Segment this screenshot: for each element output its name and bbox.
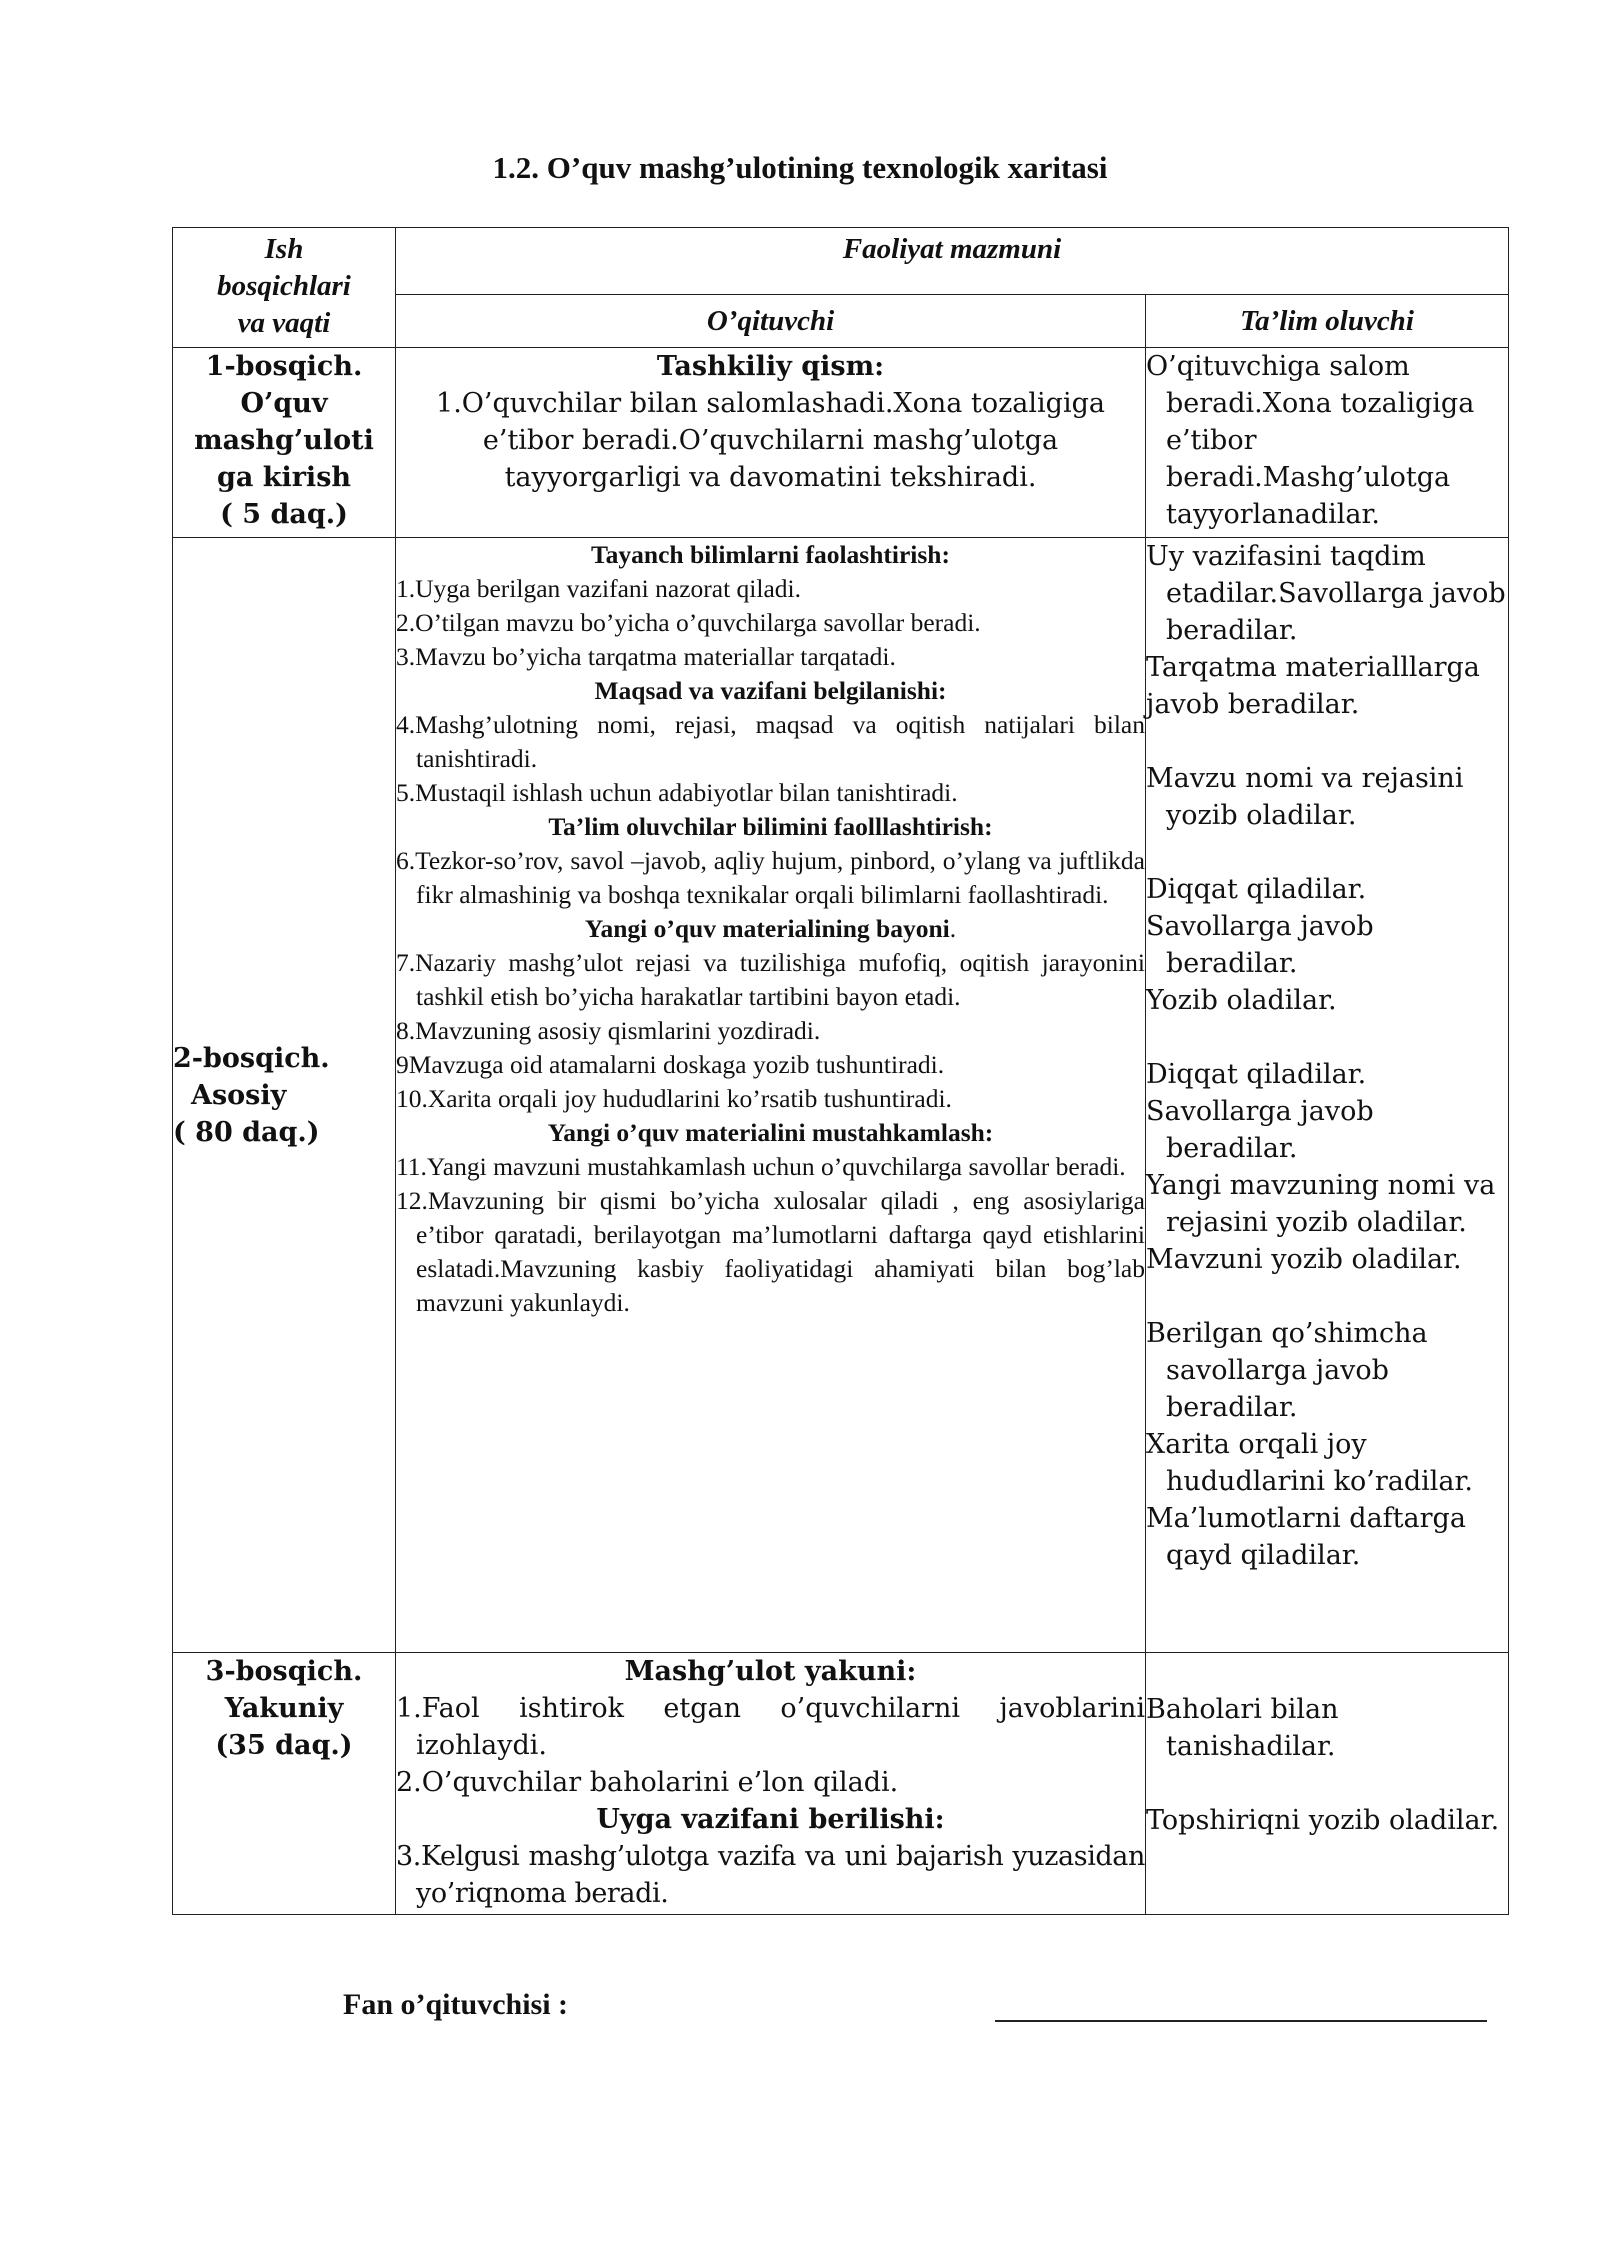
stage-row-1	[173, 348, 1509, 538]
stages-header	[173, 228, 396, 348]
student-activity: Yangi mavzuning nomi va rejasini yozib oladilar.	[1146, 1170, 1496, 1238]
teacher-header	[396, 295, 1146, 348]
student-cell	[1146, 538, 1509, 1653]
stage-line: 3-bosqich.	[205, 1656, 363, 1687]
technology-map-table	[172, 227, 1509, 1915]
stage-line: ( 5 daq.)	[220, 499, 348, 530]
teacher-cell	[396, 348, 1146, 538]
section-heading-line: Yangi o’quv materialining bayoni.	[584, 914, 957, 943]
stage-cell	[173, 538, 396, 1653]
teacher-item: 7.Nazariy mashg’ulot rejasi va tuzilishiga mufofiq, oqitish jarayonini tashkil etish bo’yicha harakatlar tartibini bayon etadi.	[396, 948, 1145, 1011]
student-activity: Mavzuni yozib oladilar.	[1146, 1244, 1462, 1275]
teacher-item: 9Mavzuga oid atamalarni doskaga yozib tushuntiradi.	[396, 1050, 945, 1079]
student-cell	[1146, 1653, 1509, 1915]
teacher-text-line: 1.O’quvchilar bilan salomlashadi.Xona tozaligiga	[436, 388, 1105, 419]
student-cell	[1146, 348, 1509, 538]
teacher-item: 12.Mavzuning bir qismi bo’yicha xulosalar qiladi , eng asosiylariga e’tibor qaratadi, berilayotgan ma’lumotlarni daftarga qayd etishlarini eslatadi.Mavzuning kasbiy faoliyatidagi ahamiyati bilan bog’lab mavzuni yakunlaydi.	[396, 1186, 1145, 1317]
spacer	[1146, 1019, 1508, 1056]
student-activity: Mavzu nomi va rejasini yozib oladilar.	[1146, 763, 1464, 831]
student-activity: Baholari bilan tanishadilar.	[1146, 1694, 1339, 1762]
stage-line: mashg’uloti	[194, 425, 374, 456]
spacer	[1146, 834, 1508, 871]
student-activity: Diqqat qiladilar.	[1146, 874, 1367, 905]
stage-row-3	[173, 1653, 1509, 1915]
student-activity: Savollarga javob beradilar.	[1146, 1096, 1374, 1164]
activity-header-label: Faoliyat mazmuni	[842, 233, 1062, 265]
section-heading: Uyga vazifani berilishi:	[596, 1804, 945, 1835]
teacher-item: 11.Yangi mavzuni mustahkamlash uchun o’quvchilarga savollar beradi.	[396, 1152, 1126, 1181]
stage-cell	[173, 348, 396, 538]
stage-line: 1-bosqich.	[205, 351, 363, 382]
section-heading: Maqsad va vazifani belgilanishi:	[594, 676, 947, 705]
teacher-item: 3.Mavzu bo’yicha tarqatma materiallar tarqatadi.	[396, 642, 896, 671]
student-activity: O’qituvchiga salom beradi.Xona tozaligiga e’tibor beradi.Mashg’ulotga tayyorlanadilar.	[1146, 351, 1475, 530]
stage-row-2	[173, 538, 1509, 1653]
stage-line: O’quv	[240, 388, 328, 419]
section-heading: Ta’lim oluvchilar bilimini faolllashtirish:	[548, 812, 993, 841]
stages-header-line: bosqichlari	[217, 270, 351, 302]
student-activity: Berilgan qo’shimcha savollarga javob beradilar.	[1146, 1318, 1428, 1423]
document-title: 1.2. O’quv mashg’ulotining texnologik xaritasi	[492, 150, 1108, 185]
section-heading: Mashg’ulot yakuni:	[624, 1656, 917, 1687]
teacher-item: 4.Mashg’ulotning nomi, rejasi, maqsad va oqitish natijalari bilan tanishtiradi.	[396, 710, 1145, 773]
teacher-item: 2.O’quvchilar baholarini e’lon qiladi.	[396, 1767, 899, 1798]
spacer	[1146, 1765, 1508, 1802]
student-activity: Ma’lumotlarni daftarga qayd qiladilar.	[1146, 1503, 1466, 1571]
student-activity: Uy vazifasini taqdim etadilar.Savollarga javob beradilar.	[1146, 541, 1506, 646]
teacher-item: 10.Xarita orqali joy hududlarini ko’rsatib tushuntiradi.	[396, 1084, 952, 1113]
spacer	[1146, 1278, 1508, 1315]
spacer	[1146, 723, 1508, 760]
stage-line: ga kirish	[216, 462, 352, 493]
teacher-text-line: e’tibor beradi.O’quvchilarni mashg’ulotga	[482, 425, 1059, 456]
student-header-label: Ta’lim oluvchi	[1240, 304, 1414, 337]
header-row-1	[173, 228, 1509, 295]
section-heading: Yangi o’quv materialini mustahkamlash:	[547, 1118, 994, 1147]
section-heading: Yangi o’quv materialining bayoni	[584, 914, 950, 943]
stage-line: Yakuniy	[224, 1693, 344, 1724]
teacher-item: 6.Tezkor-so’rov, savol –javob, aqliy hujum, pinbord, o’ylang va juftlikda fikr almashinig va boshqa texnikalar orqali bilimlarni faollashtiradi.	[396, 846, 1145, 909]
teacher-text-line: tayyorgarligi va davomatini tekshiradi.	[504, 462, 1037, 493]
stages-header-line: va vaqti	[237, 307, 331, 339]
stage-cell	[173, 1653, 396, 1915]
stage-line: 2-bosqich.	[173, 1042, 330, 1074]
stage-line: Asosiy	[191, 1079, 287, 1111]
student-activity: Xarita orqali joy hududlarini ko’radilar.	[1146, 1429, 1473, 1497]
teacher-item: 5.Mustaqil ishlash uchun adabiyotlar bilan tanishtiradi.	[396, 778, 958, 807]
signature-line	[995, 2020, 1487, 2022]
stage-line: (35 daq.)	[215, 1730, 353, 1761]
teacher-item: 1.Uyga berilgan vazifani nazorat qiladi.	[396, 574, 801, 603]
student-activity: Yozib oladilar.	[1146, 985, 1337, 1016]
student-activity: Tarqatma materialllarga javob beradilar.	[1146, 652, 1480, 720]
teacher-item: 3.Kelgusi mashg’ulotga vazifa va uni bajarish yuzasidan yo’riqnoma beradi.	[396, 1841, 1145, 1909]
teacher-header-label: O’qituvchi	[706, 304, 835, 337]
student-header	[1146, 295, 1509, 348]
teacher-item: 1.Faol ishtirok etgan o’quvchilarni javoblarini izohlaydi.	[396, 1693, 1145, 1761]
student-activity: Savollarga javob beradilar.	[1146, 911, 1374, 979]
signature-label: Fan o’qituvchisi :	[343, 1988, 569, 2021]
stage-line: ( 80 daq.)	[173, 1116, 320, 1148]
stages-header-line: Ish	[264, 233, 304, 265]
section-heading: Tashkiliy qism:	[656, 351, 885, 382]
student-activity: Topshiriqni yozib oladilar.	[1146, 1805, 1500, 1836]
teacher-item: 8.Mavzuning asosiy qismlarini yozdiradi.	[396, 1016, 821, 1045]
activity-header	[396, 228, 1509, 295]
student-activity: Diqqat qiladilar.	[1146, 1059, 1367, 1090]
teacher-item: 2.O’tilgan mavzu bo’yicha o’quvchilarga savollar beradi.	[396, 608, 981, 637]
teacher-cell	[396, 1653, 1146, 1915]
section-heading: Tayanch bilimlarni faolashtirish:	[591, 540, 950, 569]
teacher-cell	[396, 538, 1146, 1653]
